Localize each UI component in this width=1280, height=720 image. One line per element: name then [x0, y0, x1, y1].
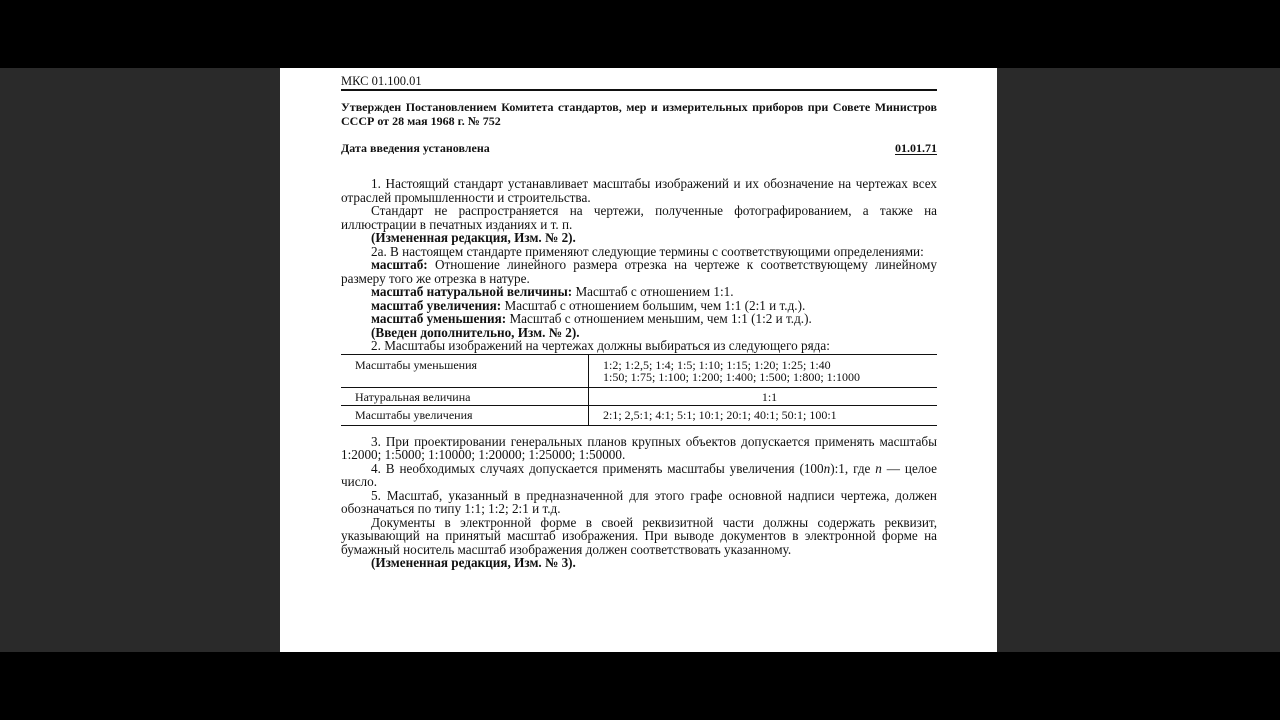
page-content — [341, 74, 937, 570]
paragraph-5: 5. Масштаб, указанный в предназначенной для этого графе основной надписи чертежа, должен обозначаться по типу 1:1; 1:2; 2:1 и т.д. — [341, 487, 937, 516]
table-cell-label: Масштабы уменьшения — [341, 354, 589, 387]
viewer-left-margin — [0, 68, 280, 652]
def-scale: Отношение линейного размера отрезка на чертеже к соответствующему линейному размеру того же отрезка в натуре. — [341, 257, 937, 286]
approval-statement: Утвержден Постановлением Комитета стандартов, мер и измерительных приборов при Совете Министров СССР от 28 мая 1968 г. № 752 — [341, 100, 937, 128]
reduction-values-line-1: 1:2; 1:2,5; 1:4; 1:5; 1:10; 1:15; 1:20; 1:25; 1:40 — [603, 357, 831, 372]
term-reduction-scale: масштаб уменьшения: — [371, 311, 507, 326]
viewer-right-margin — [997, 68, 1280, 652]
paragraph-4-part-b: ):1, где — [830, 460, 876, 476]
def-natural-scale: Масштаб с отношением 1:1. — [572, 284, 734, 299]
introduction-date-label: Дата введения установлена — [341, 141, 490, 155]
amendment-note-3: (Измененная редакция, Изм. № 3). — [371, 555, 576, 570]
introduction-date-value: 01.01.71 — [895, 141, 937, 155]
paragraph-2-scales: 2. Масштабы изображений на чертежах должны выбираться из следующего ряда: — [371, 338, 830, 353]
table-cell-values: 2:1; 2,5:1; 4:1; 5:1; 10:1; 20:1; 40:1; 50:1; 100:1 — [589, 406, 938, 426]
paragraph-1: 1. Настоящий стандарт устанавливает масштабы изображений и их обозначение на чертежах всех отраслей промышленности и строительства. — [341, 176, 937, 205]
term-natural-scale: масштаб натуральной величины: — [371, 284, 573, 299]
definition-scale — [341, 258, 937, 285]
paragraph-4-part-a: 4. В необходимых случаях допускается применять масштабы увеличения (100 — [371, 460, 824, 476]
term-enlargement-scale: масштаб увеличения: — [371, 297, 502, 313]
table-cell-label: Натуральная величина — [341, 387, 589, 406]
mks-code: МКС 01.100.01 — [341, 74, 937, 91]
amendment-note-2: (Измененная редакция, Изм. № 2). — [371, 230, 576, 245]
table-row-natural — [341, 387, 937, 406]
table-cell-label: Масштабы увеличения — [341, 406, 589, 426]
scales-table — [341, 354, 937, 426]
reduction-values-line-2: 1:50; 1:75; 1:100; 1:200; 1:400; 1:500; 1:800; 1:1000 — [603, 370, 861, 384]
variable-n-2: n — [875, 460, 882, 476]
paragraph-4 — [341, 462, 937, 489]
paragraphs-after-table — [341, 435, 937, 570]
table-cell-values: 1:1 — [589, 387, 938, 406]
paragraph-2: Стандарт не распространяется на чертежи, полученные фотографированием, а также на иллюстрации в печатных изданиях и т. п. — [341, 203, 937, 232]
table-cell-values — [589, 354, 938, 387]
document-page[interactable] — [280, 68, 997, 652]
definition-enlargement-scale — [341, 299, 937, 313]
table-row-reduction — [341, 354, 937, 387]
paragraph-3: 3. При проектировании генеральных планов крупных объектов допускается применять масштабы 1:2000; 1:5000; 1:10000; 1:20000; 1:25000; 1:50000. — [341, 433, 937, 462]
table-row-enlargement — [341, 406, 937, 426]
paragraph-2a: 2а. В настоящем стандарте применяют следующие термины с соответствующими определениями: — [371, 243, 924, 259]
def-reduction-scale: Масштаб с отношением меньшим, чем 1:1 (1:2 и т.д.). — [506, 311, 812, 326]
definition-reduction-scale — [341, 312, 937, 326]
paragraph-electronic-docs: Документы в электронной форме в своей реквизитной части должны содержать реквизит, указывающий на принятый масштаб изображения. При выводе документов в электронной форме на бумажный носитель масштаб изображения должен соответствовать указанному. — [341, 514, 937, 557]
definition-natural-scale — [341, 285, 937, 299]
document-body — [341, 177, 937, 570]
variable-n: n — [823, 460, 831, 476]
paragraph-4-part-c: — целое число. — [341, 460, 937, 489]
introduction-date-row — [341, 141, 937, 155]
term-scale: масштаб: — [371, 257, 428, 272]
def-enlargement-scale: Масштаб с отношением большим, чем 1:1 (2:1 и т.д.). — [501, 297, 806, 313]
amendment-note-added: (Введен дополнительно, Изм. № 2). — [371, 324, 580, 340]
